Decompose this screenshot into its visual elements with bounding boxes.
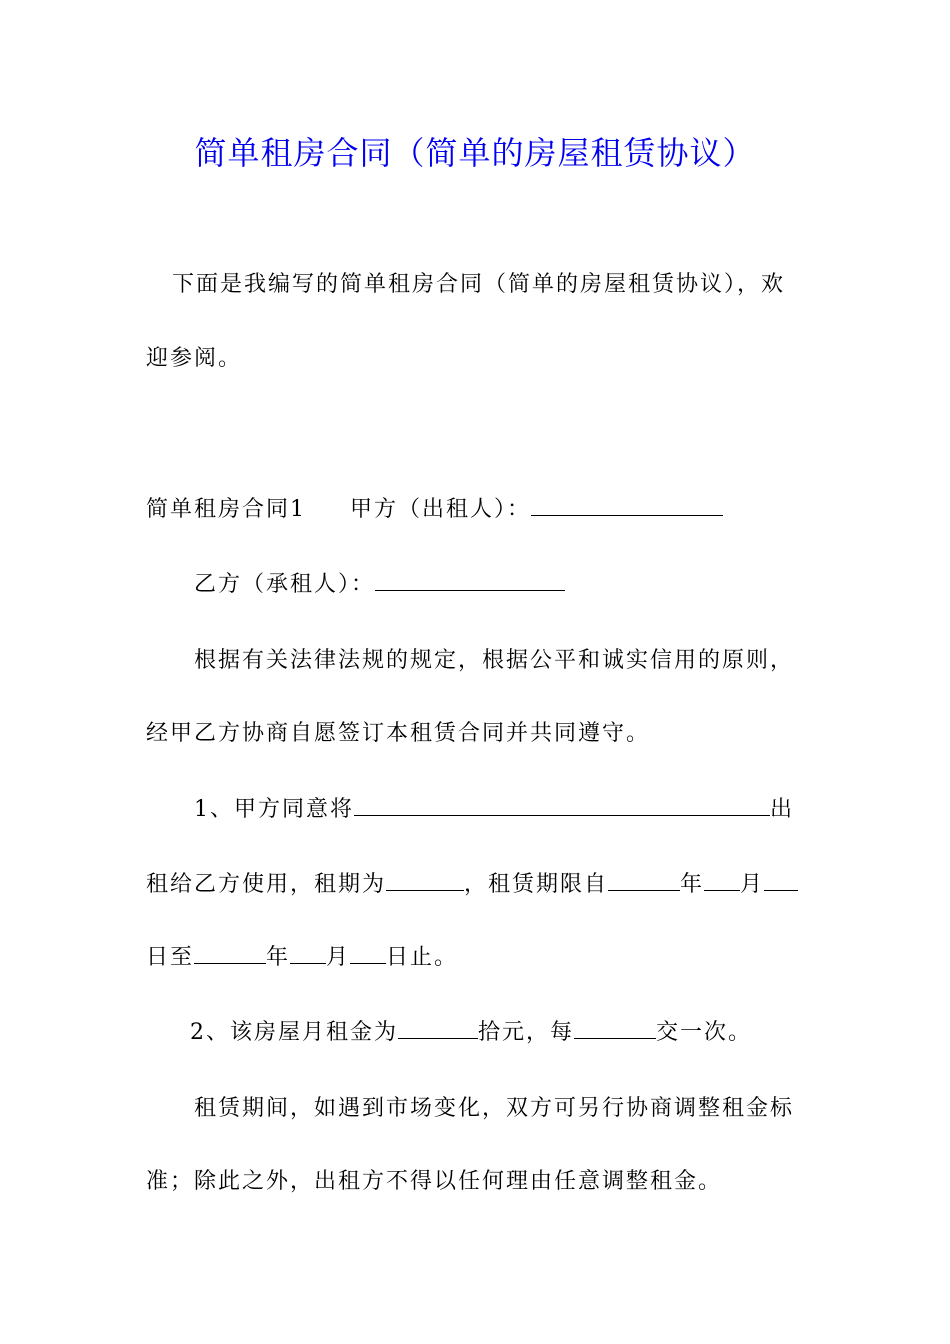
clause1-text: 1、甲方同意将 — [194, 797, 354, 822]
party-a-line — [146, 493, 723, 526]
clause1-text: 月 — [326, 945, 351, 970]
end-month-blank[interactable] — [290, 941, 326, 964]
clause2-text: 2、该房屋月租金为 — [190, 1020, 398, 1045]
clause1-text: 月 — [740, 872, 765, 897]
document-title: 简单租房合同（简单的房屋租赁协议） — [194, 134, 756, 172]
term-blank[interactable] — [386, 868, 464, 891]
clause1-line-1 — [194, 793, 794, 826]
clause1-text: 年 — [680, 872, 705, 897]
clause2-text: 拾元，每 — [478, 1020, 575, 1045]
party-a-label: 甲方（出租人）： — [350, 497, 532, 522]
section-heading: 简单租房合同1 — [146, 497, 306, 522]
party-a-blank[interactable] — [531, 493, 723, 516]
end-day-blank[interactable] — [350, 941, 386, 964]
clause1-text: 日至 — [146, 945, 195, 970]
rent-line-1: 租赁期间，如遇到市场变化，双方可另行协商调整租金标 — [194, 1096, 795, 1121]
basis-line-2: 经甲乙方协商自愿签订本租赁合同并共同遵守。 — [146, 721, 651, 746]
payment-period-blank[interactable] — [574, 1016, 656, 1039]
clause2-line — [190, 1016, 752, 1049]
clause1-text: 租给乙方使用，租期为 — [146, 872, 387, 897]
rent-amount-blank[interactable] — [398, 1016, 478, 1039]
clause1-text: 出 — [770, 797, 795, 822]
intro-line-2: 迎参阅。 — [146, 346, 243, 371]
start-day-blank[interactable] — [764, 868, 798, 891]
clause1-line-3 — [146, 941, 458, 974]
clause2-text: 交一次。 — [656, 1020, 753, 1045]
clause1-text: 日止。 — [386, 945, 459, 970]
clause1-line-2 — [146, 868, 798, 901]
intro-line-1: 下面是我编写的简单租房合同（简单的房屋租赁协议），欢 — [172, 272, 786, 297]
party-b-blank[interactable] — [375, 568, 565, 591]
clause1-text: 年 — [266, 945, 291, 970]
basis-line-1: 根据有关法律法规的规定，根据公平和诚实信用的原则， — [194, 648, 795, 673]
rent-line-2: 准；除此之外，出租方不得以任何理由任意调整租金。 — [146, 1169, 723, 1194]
end-year-blank[interactable] — [194, 941, 266, 964]
party-b-label: 乙方（承租人）： — [194, 572, 376, 597]
start-month-blank[interactable] — [704, 868, 740, 891]
clause1-text: ，租赁期限自 — [464, 872, 609, 897]
start-year-blank[interactable] — [608, 868, 680, 891]
party-b-line — [194, 568, 565, 601]
property-blank[interactable] — [354, 793, 770, 816]
